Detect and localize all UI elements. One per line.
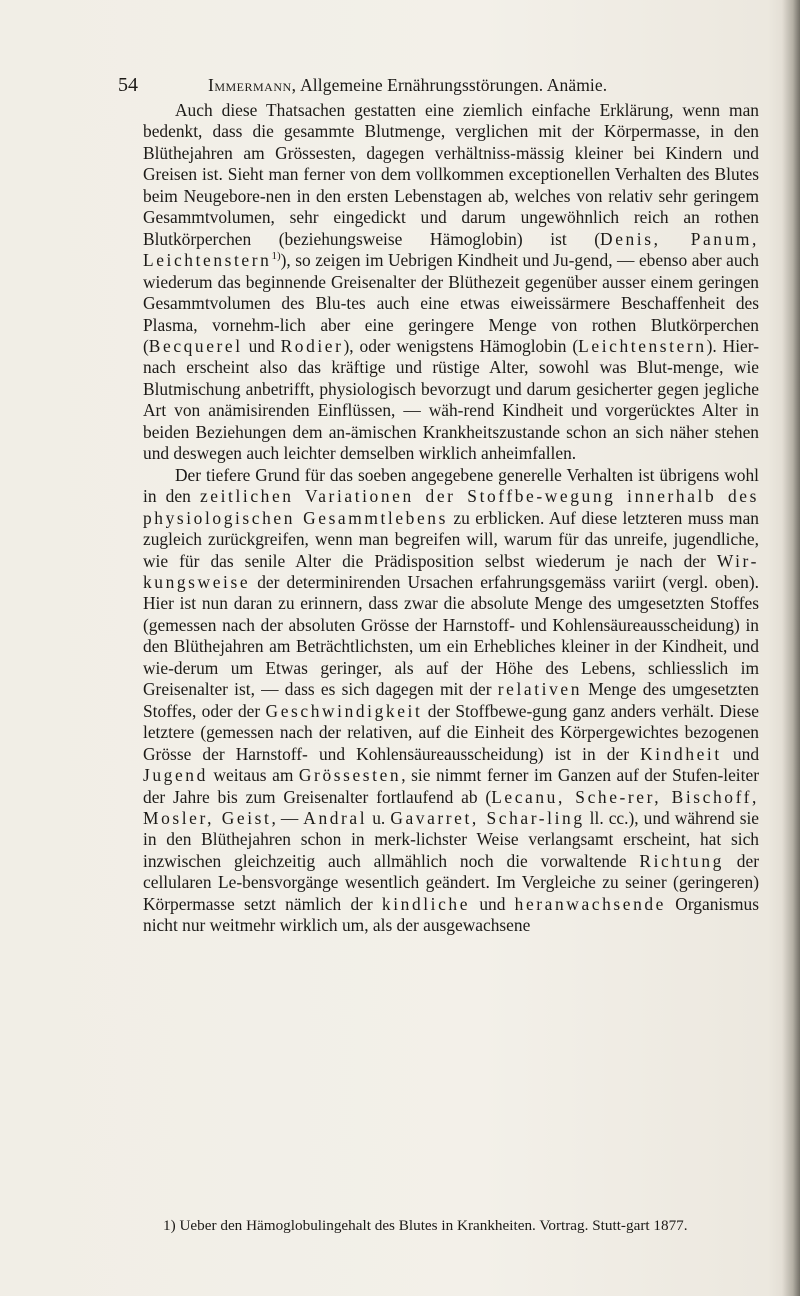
emphasis: Richtung — [639, 850, 724, 871]
cited-author: Leichtenstern — [578, 335, 707, 356]
footnote-text: 1) Ueber den Hämoglobulingehalt des Blutes in Krankheiten. Vortrag. Stutt-gart 1877. — [163, 1217, 688, 1234]
cited-author: Becquerel — [148, 335, 243, 356]
emphasis: Wir-kungsweise — [143, 550, 759, 592]
running-head-title: Allgemeine Ernährungsstörungen. Anämie. — [300, 75, 608, 95]
running-head — [208, 75, 607, 96]
body-text — [143, 100, 759, 937]
emphasis: relativen — [497, 679, 582, 700]
emphasis: zeitlichen Variationen der Stoffbe-wegung innerhalb des physiologischen Gesammtlebens — [143, 486, 759, 528]
cited-authors: Gavarret, Schar-ling — [390, 807, 585, 828]
page-number: 54 — [118, 74, 138, 96]
footnote-reference: 1) — [271, 250, 281, 263]
footnote — [143, 1216, 759, 1235]
cited-authors: Lecanu, Sche-rer, Bischoff, Mosler, Geist — [143, 786, 759, 828]
cited-author: Rodier — [280, 335, 344, 356]
emphasis: Kindheit — [640, 743, 722, 764]
cited-author: Andral — [303, 807, 368, 828]
paragraph-2: Der tiefere Grund für das soeben angegebene generelle Verhalten ist übrigens wohl in den zeitlichen Variationen der Stoffbe-wegung innerhalb des physiologischen Gesammtlebens zu erblicken. Auf diese letzteren muss man zugleich zurückgreifen, wenn man begreifen will, warum für das unreife, jugendliche, wie für das senile Alter die Prädisposition selbst wiederum je nach der Wir-kungsweise der determinirenden Ursachen erfahrungsgemäss variirt (vergl. oben). Hier ist nun daran zu erinnern, dass zwar die absolute Menge des umgesetzten Stoffes (gemessen nach der absoluten Grösse der Harnstoff- und Kohlensäureausscheidung) in den Blüthejahren am Beträchtlichsten, um ein Erhebliches kleiner in der Kindheit, und wie-derum um Etwas geringer, als auf der Höhe des Lebens, schliesslich im Greisenalter ist, — dass es sich dagegen mit der relativen Menge des umgesetzten Stoffes, oder der Geschwindigkeit der Stoffbewe-gung ganz anders verhält. Diese letztere (gemessen nach der relativen, auf die Einheit des Körpergewichtes bezogenen Grösse der Harnstoff- und Kohlensäureausscheidung) ist in der Kindheit und Jugend weitaus am Grössesten, sie nimmt ferner im Ganzen auf der Stufen-leiter der Jahre bis zum Greisenalter fortlaufend ab (Lecanu, Sche-rer, Bischoff, Mosler, Geist, — Andral u. Gavarret, Schar-ling ll. cc.), und während sie in den Blüthejahren schon in merk-lichster Weise verlangsamt erscheint, hat sich inzwischen gleichzeitig auch allmählich noch die vorwaltende Richtung der cellularen Le-bensvorgänge wesentlich geändert. Im Vergleiche zu seiner (geringeren) Körpermasse setzt nämlich der kindliche und heranwachsende Organismus nicht nur weitmehr wirklich um, als der ausgewachsene — [143, 464, 760, 936]
emphasis: Grössesten — [298, 765, 402, 786]
emphasis: heranwachsende — [514, 893, 666, 914]
page-edge-shadow — [782, 0, 800, 1296]
emphasis: kindliche — [381, 893, 471, 914]
emphasis: Geschwindigkeit — [265, 700, 423, 721]
paragraph-1: Auch diese Thatsachen gestatten eine ziemlich einfache Erklärung, wenn man bedenkt, dass die gesammte Blutmenge, verglichen mit der Körpermasse, in den Blüthejahren am Grössesten, dagegen verhältniss-mässig kleiner bei Kindern und Greisen ist. Sieht man ferner von dem vollkommen exceptionellen Verhalten des Blutes beim Neugebore-nen in den ersten Lebenstagen ab, welches von relativ sehr geringem Gesammtvolumen, sehr eingedickt und darum ungewöhnlich reich an rothen Blutkörperchen (beziehungsweise Hämoglobin) ist (Denis, Panum, Leichtenstern$^{1)}$), so zeigen im Uebrigen Kindheit und Ju-gend, — ebenso aber auch wiederum das beginnende Greisenalter der Blüthezeit gegenüber ausser einem geringen Gesammtvolumen des Blu-tes auch eine etwas eiweissärmere Beschaffenheit des Plasma, vornehm-lich aber eine geringere Menge von rothen Blutkörperchen (Becquerel und Rodier), oder wenigstens Hämoglobin (Leichtenstern). Hier-nach erscheint also das kräftige und rüstige Alter, sowohl was Blut-menge, wie Blutmischung anbetrifft, physiologisch bevorzugt und darum gesicherter gegen jegliche Art von anämisirenden Einflüssen, — wäh-rend Kindheit und vorgerücktes Alter in beiden Beziehungen dem an-ämischen Krankheitszustande schon an sich näher stehen und deswegen auch leichter demselben wirklich anheimfallen. — [143, 100, 760, 464]
running-head-author: Immermann, — [208, 75, 297, 95]
cited-authors: Denis, Panum, Leichtenstern — [143, 228, 759, 271]
page-header — [118, 74, 758, 97]
emphasis: Jugend — [143, 765, 208, 786]
